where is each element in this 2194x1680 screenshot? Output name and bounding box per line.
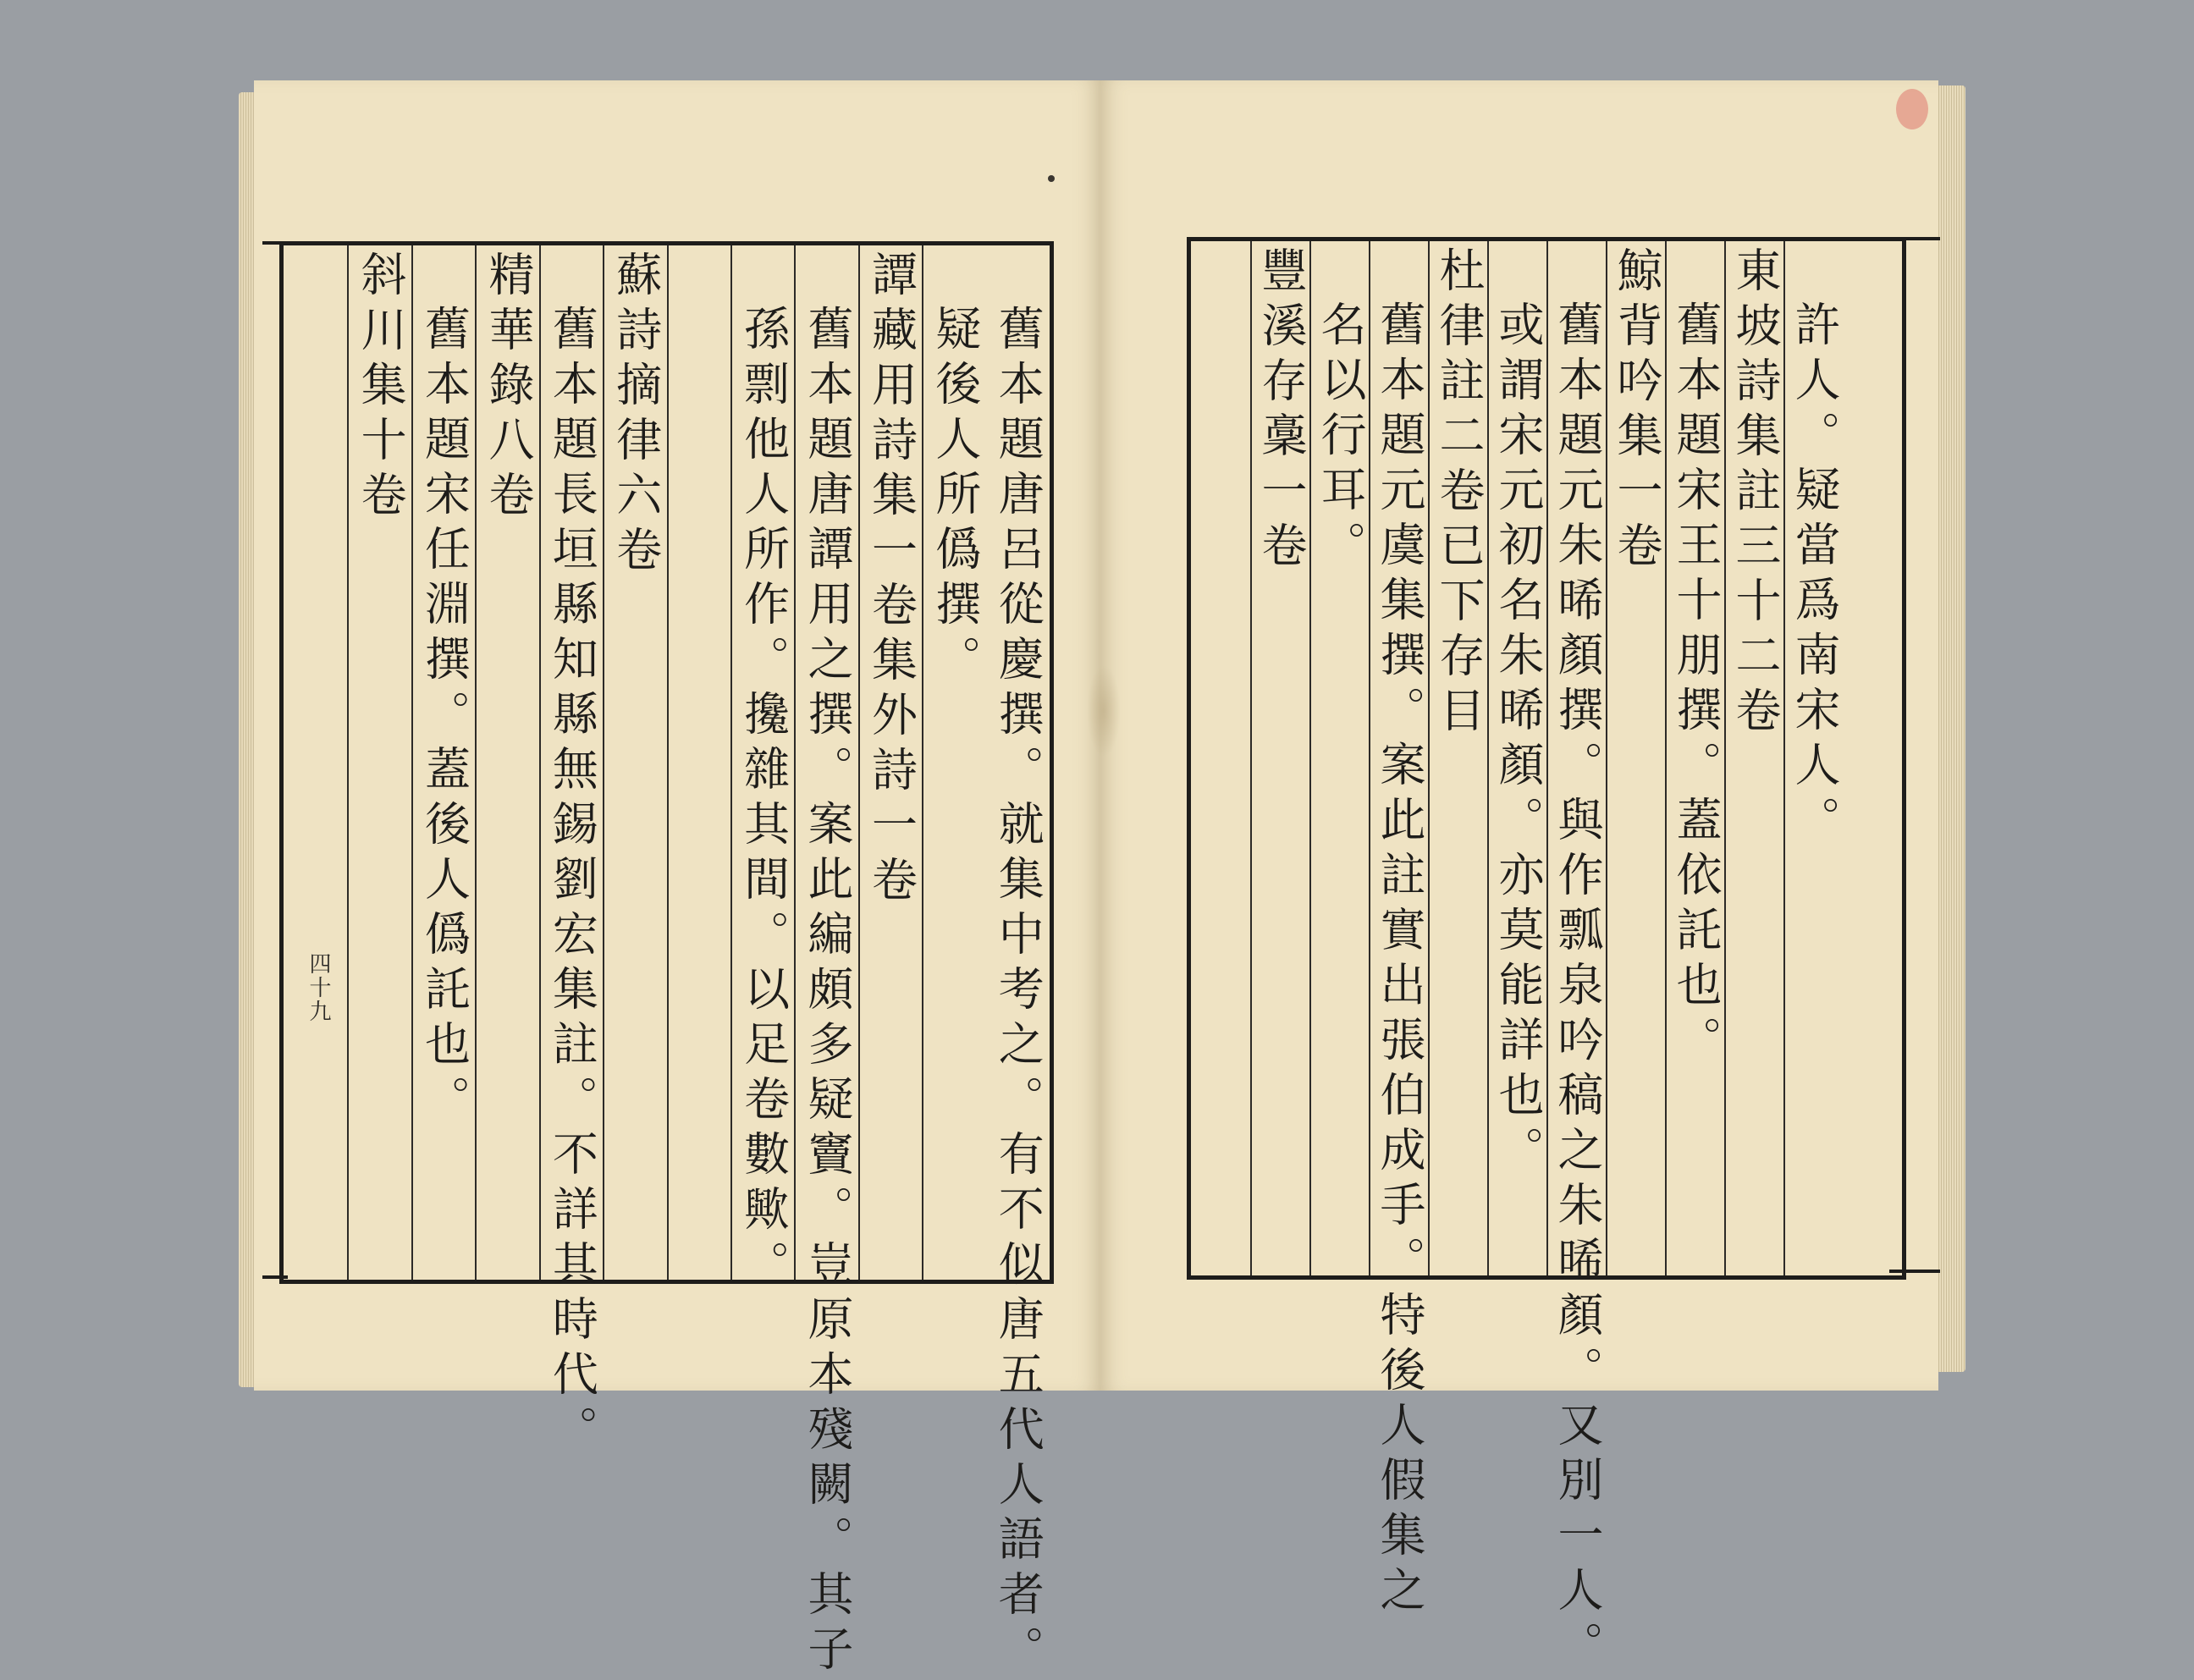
column-text: 舊本題唐呂從慶撰。就集中考之。有不似唐五代人語者。 [991,305,1045,1680]
library-seal [1896,89,1928,129]
text-column [858,245,922,1280]
text-column [1546,241,1606,1676]
text-column [986,245,1050,1680]
column-text: 舊本題唐譚用之撰。案此編頗多疑竇。豈原本殘闕。其子 [801,305,855,1680]
column-text: 舊本題宋任淵撰。蓋後人僞託也。 [417,305,471,1130]
text-column [1487,241,1546,1275]
column-text: 精華錄八卷 [481,251,535,526]
column-text: 豐溪存稾一卷 [1254,246,1308,576]
left-text-frame [279,241,1054,1680]
text-column [1665,241,1724,1275]
text-column [539,245,603,1460]
text-column [1606,241,1665,1275]
column-text: 鯨背吟集一卷 [1610,246,1663,576]
column-text: 許人。疑當爲南宋人。 [1788,300,1841,851]
text-column [347,245,411,1280]
text-column [411,245,475,1280]
text-column [284,245,347,1280]
text-column [1428,241,1487,1275]
column-text: 舊本題長垣縣知縣無錫劉宏集註。不詳其時代。 [545,305,599,1460]
text-column [794,245,857,1680]
left-page [254,80,1100,1680]
column-text: 舊本題元虞集撰。案此註實出張伯成手。特後人假集之 [1373,300,1426,1621]
text-column [1369,241,1428,1621]
text-column [1250,241,1309,1275]
column-text: 斜川集十卷 [354,251,408,526]
column-text: 名以行耳。 [1314,300,1367,576]
text-column [730,245,794,1295]
right-page [1100,80,1938,1676]
column-text: 或謂宋元初名朱晞顏。亦莫能詳也。 [1491,300,1545,1181]
text-column [1309,241,1369,1275]
column-text: 譚藏用詩集一卷集外詩一卷 [864,251,918,911]
text-column [1783,241,1843,1275]
right-text-frame [1187,237,1906,1676]
right-page-edges [1937,85,1965,1372]
text-column [603,245,666,1280]
column-text: 蘇詩摘律六卷 [609,251,663,581]
text-column [1191,241,1250,1275]
column-text: 杜律註二卷已下存目 [1432,246,1486,741]
column-text: 舊本題元朱晞顏撰。與作瓢泉吟稿之朱晞顏。又別一人。 [1551,300,1604,1676]
column-text: 舊本題宋王十朋撰。蓋依託也。 [1669,300,1723,1071]
open-book [239,80,1965,1680]
text-column [922,245,985,1280]
text-column [667,245,730,1280]
page-number: 四十九 [306,952,331,1023]
ink-speck [1048,175,1055,182]
text-column [475,245,538,1280]
column-text: 疑後人所僞撰。 [928,305,982,690]
text-column [1843,241,1902,1275]
binding-thread [1087,664,1121,757]
column-text: 東坡詩集註三十二卷 [1728,246,1782,741]
text-column [1724,241,1783,1275]
column-text: 孫剽他人所作。攙雜其間。以足卷數歟。 [736,305,791,1295]
